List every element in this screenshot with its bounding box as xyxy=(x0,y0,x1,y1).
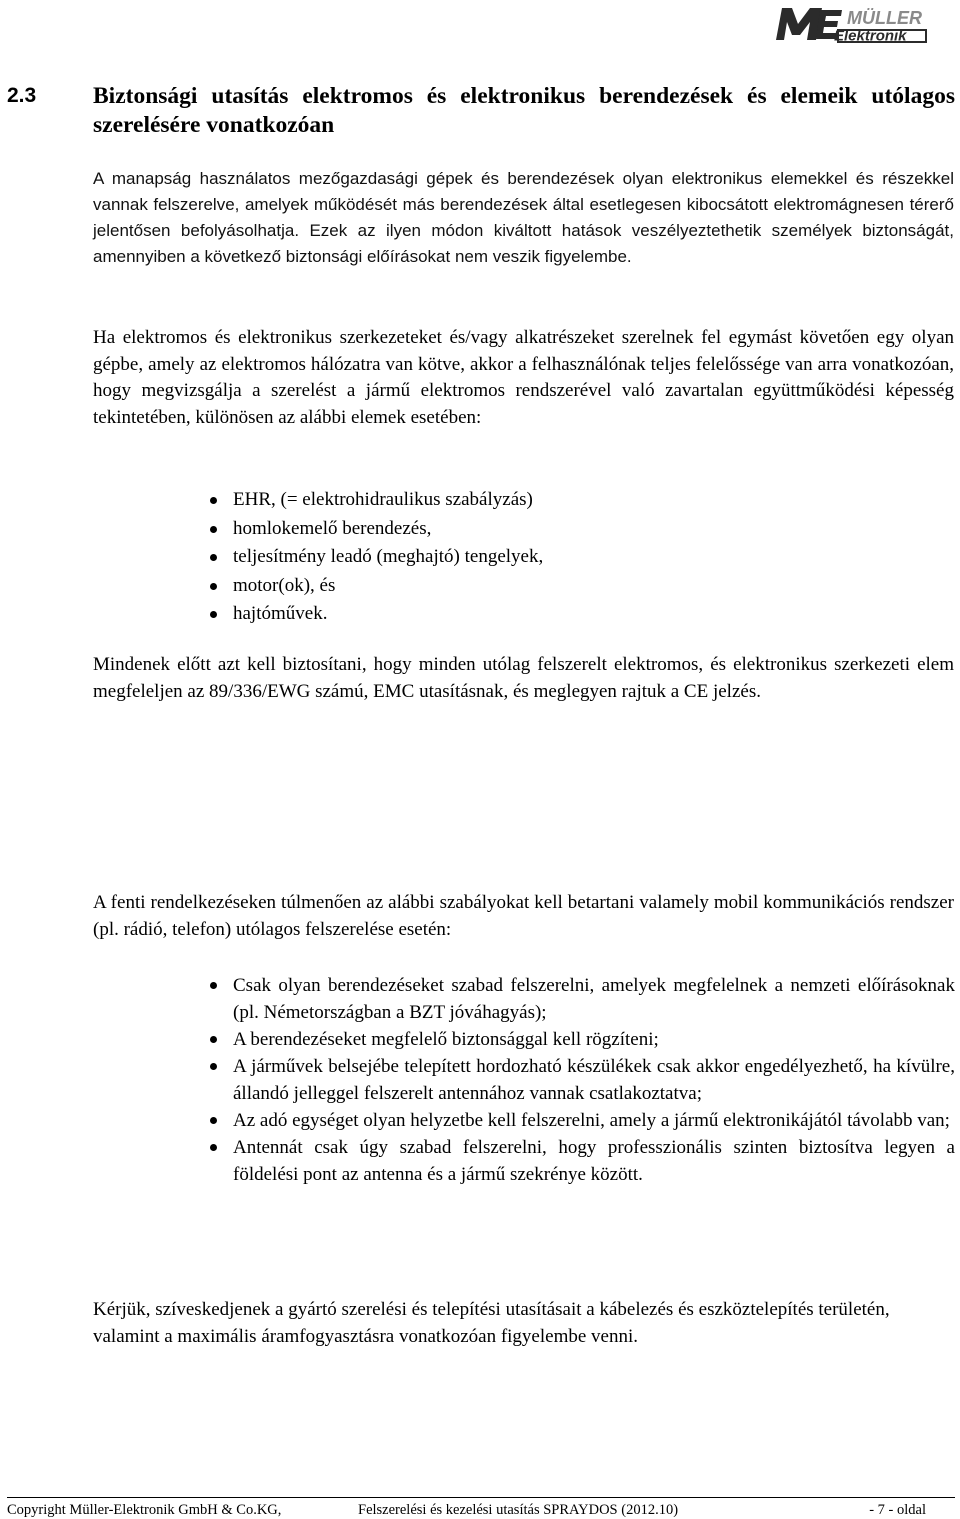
list-item xyxy=(0,486,543,515)
list-item-text: Az adó egységet olyan helyzetbe kell felszerelni, amely a jármű elektronikájától távolabb van; xyxy=(233,1110,950,1131)
bullet-icon xyxy=(210,611,217,618)
list-item-text: hajtóművek. xyxy=(233,603,328,624)
installation-paragraph: Ha elektromos és elektronikus szerkezeteket és/vagy alkatrészeket szerelnek fel egymást követően egy olyan gépbe, amely az elektromos hálózatra van kötve, akkor a felhasználónak teljes felelőssége van arra vonatkozóan, hogy megvizsgálja a szerelést a jármű elektromos rendszerével való zavartalan együttműködési képesség tekintetében, különösen az alábbi elemek esetében: xyxy=(93,327,954,428)
bullet-icon xyxy=(210,1036,217,1043)
closing-paragraph: Kérjük, szíveskedjenek a gyártó szerelési és telepítési utasításait a kábelezés és eszköztelepítés területén, valamint a maximális áramfogyasztásra vonatkozóan figyelembe venni. xyxy=(93,1299,890,1347)
bullet-icon xyxy=(210,982,217,989)
list-item xyxy=(0,515,543,544)
footer-divider xyxy=(7,1497,955,1498)
intro-paragraph: A manapság használatos mezőgazdasági gépek és berendezések olyan elektronikus elemekkel és részekkel vannak felszerelve, amelyek működését más berendezések által esetlegesen kibocsátott elektromágnesen térerő jelentősen befolyásolhatja. Ezek az ilyen módon kiváltott hatások veszélyeztethetik személyek biztonságát, amennyiben a következő biztonsági előírásokat nem veszik figyelembe. xyxy=(93,169,954,266)
list-item xyxy=(0,1053,956,1107)
list-item xyxy=(0,1134,956,1188)
section-number: 2.3 xyxy=(7,84,37,107)
list-item-text: teljesítmény leadó (meghajtó) tengelyek, xyxy=(233,546,544,567)
bullet-icon xyxy=(210,1117,217,1124)
company-logo xyxy=(772,2,930,46)
footer-copyright: Copyright Müller-Elektronik GmbH & Co.KG, xyxy=(7,1502,282,1518)
footer-page-number: - 7 - oldal xyxy=(869,1502,926,1518)
bullet-icon xyxy=(210,497,217,504)
list-item-text: Antennát csak úgy szabad felszerelni, hogy professzionális szinten biztosítva legyen a földelési pont az antenna és a jármű szekrénye között. xyxy=(233,1137,955,1185)
list-item-text: EHR, (= elektrohidraulikus szabályzás) xyxy=(233,489,533,510)
footer-document-title: Felszerelési és kezelési utasítás SPRAYDOS (2012.10) xyxy=(358,1502,679,1518)
list-item xyxy=(0,572,543,601)
ce-paragraph: Mindenek előtt azt kell biztosítani, hogy minden utólag felszerelt elektromos, és elektronikus szerkezeti elem megfeleljen az 89/336/EWG számú, EMC utasításnak, és meglegyen rajtuk a CE jelzés. xyxy=(93,654,954,702)
mobile-rules-list xyxy=(0,972,956,1188)
logo-line1: MÜLLER xyxy=(847,8,922,28)
list-item xyxy=(0,1107,956,1134)
list-item-text: motor(ok), és xyxy=(233,574,336,596)
muller-elektronik-logo-mark xyxy=(772,2,930,46)
list-item xyxy=(0,972,956,1026)
list-item xyxy=(0,600,543,629)
list-item-text: Csak olyan berendezéseket szabad felszerelni, amelyek megfelelnek a nemzeti előírásoknak (pl. Németországban a BZT jóváhagyás); xyxy=(233,975,955,1023)
mobile-paragraph: A fenti rendelkezéseken túlmenően az alábbi szabályokat kell betartani valamely mobil kommunikációs rendszer (pl. rádió, telefon) utólagos felszerelése esetén: xyxy=(93,892,954,940)
bullet-icon xyxy=(210,1063,217,1070)
list-item-text: A járművek belsejébe telepített hordozható készülékek csak akkor engedélyezhető, ha kívülre, állandó jelleggel felszerelt antennához vannak csatlakoztatva; xyxy=(233,1056,955,1104)
list-item xyxy=(0,543,543,572)
component-list xyxy=(0,486,543,629)
section-title: Biztonsági utasítás elektromos és elektronikus berendezések és elemeik utólagos szerelésére vonatkozóan xyxy=(93,83,955,138)
list-item-text: A berendezéseket megfelelő biztonsággal kell rögzíteni; xyxy=(233,1029,659,1050)
bullet-icon xyxy=(210,583,217,590)
logo-line2: Elektronik xyxy=(834,27,907,45)
list-item-text: homlokemelő berendezés, xyxy=(233,517,432,539)
bullet-icon xyxy=(210,526,217,533)
list-item xyxy=(0,1026,956,1053)
bullet-icon xyxy=(210,1144,217,1151)
bullet-icon xyxy=(210,554,217,561)
